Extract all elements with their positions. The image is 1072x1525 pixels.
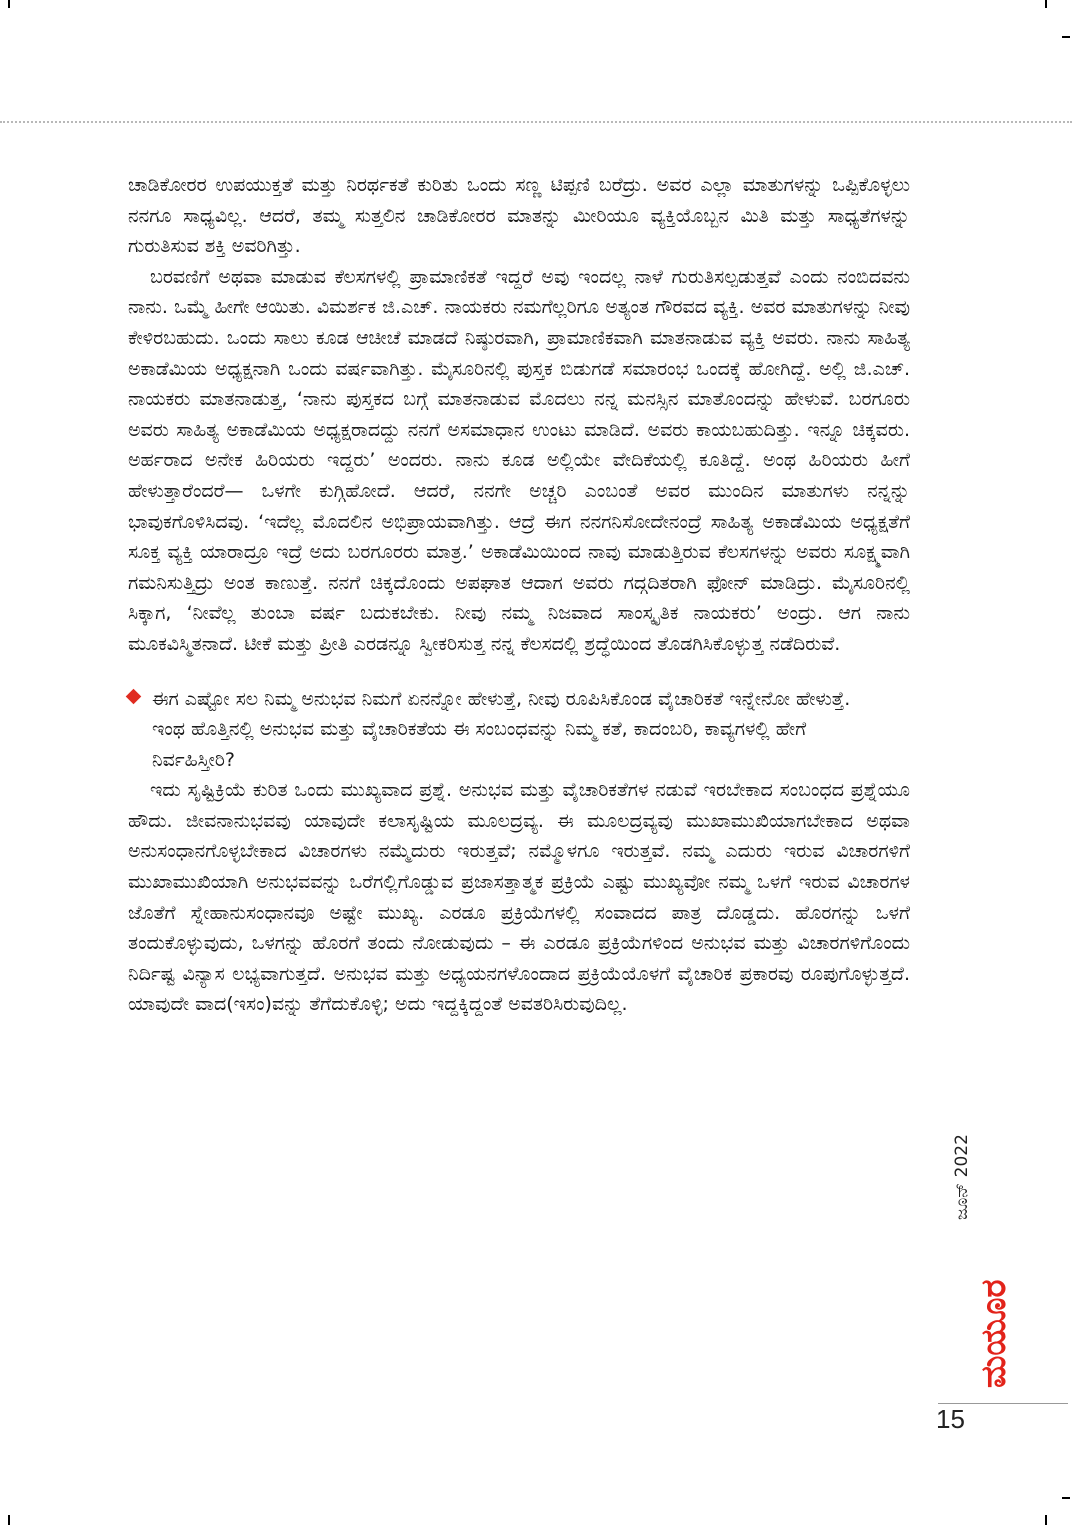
crop-mark-right-lower	[1062, 1497, 1070, 1499]
paragraph-3: ಇದು ಸೃಷ್ಟಿಕ್ರಿಯೆ ಕುರಿತ ಒಂದು ಮುಖ್ಯವಾದ ಪ್ರಶ್ನೆ. ಅನುಭವ ಮತ್ತು ವೈಚಾರಿಕತೆಗಳ ನಡುವೆ ಇರಬೇಕಾದ ಸಂಬಂಧದ ಪ್ರಶ್ನೆಯೂ ಹೌದು. ಜೀವನಾನುಭವವು ಯಾವುದೇ ಕಲಾಸೃಷ್ಟಿಯ ಮೂಲದ್ರವ್ಯ. ಈ ಮೂಲದ್ರವ್ಯವು ಮುಖಾಮುಖಿಯಾಗಬೇಕಾದ ಅಥವಾ ಅನುಸಂಧಾನಗೊಳ್ಳಬೇಕಾದ ವಿಚಾರಗಳು ನಮ್ಮೆದುರು ಇರುತ್ತವೆ; ನಮ್ಮೊಳಗೂ ಇರುತ್ತವೆ. ನಮ್ಮ ಎದುರು ಇರುವ ವಿಚಾರಗಳಿಗೆ ಮುಖಾಮುಖಿಯಾಗಿ ಅನುಭವವನ್ನು ಒರೆಗಲ್ಲಿಗೊಡ್ಡುವ ಪ್ರಜಾಸತ್ತಾತ್ಮಕ ಪ್ರಕ್ರಿಯೆ ಎಷ್ಟು ಮುಖ್ಯವೋ ನಮ್ಮ ಒಳಗೆ ಇರುವ ವಿಚಾರಗಳ ಜೊತೆಗೆ ಸ್ನೇಹಾನುಸಂಧಾನವೂ ಅಷ್ಟೇ ಮುಖ್ಯ. ಎರಡೂ ಪ್ರಕ್ರಿಯೆಗಳಲ್ಲಿ ಸಂವಾದದ ಪಾತ್ರ ದೊಡ್ಡದು. ಹೊರಗನ್ನು ಒಳಗೆ ತಂದುಕೊಳ್ಳುವುದು, ಒಳಗನ್ನು ಹೊರಗೆ ತಂದು ನೋಡುವುದು – ಈ ಎರಡೂ ಪ್ರಕ್ರಿಯೆಗಳಿಂದ ಅನುಭವ ಮತ್ತು ವಿಚಾರಗಳಿಗೊಂದು ನಿರ್ದಿಷ್ಟ ವಿನ್ಯಾಸ ಲಭ್ಯವಾಗುತ್ತದೆ. ಅನುಭವ ಮತ್ತು ಅಧ್ಯಯನಗಳೊಂದಾದ ಪ್ರಕ್ರಿಯೆಯೊಳಗೆ ವೈಚಾರಿಕ ಪ್ರಕಾರವು ರೂಪುಗೊಳ್ಳುತ್ತದೆ. ಯಾವುದೇ ವಾದ(ಇಸಂ)ವನ್ನು ತೆಗೆದುಕೊಳ್ಳಿ; ಅದು ಇದ್ದಕ್ಕಿದ್ದಂತೆ ಅವತರಿಸಿರುವುದಿಲ್ಲ.	[128, 779, 910, 1016]
crop-mark-top-right	[1045, 0, 1047, 8]
crop-mark-bottom-left	[8, 1515, 10, 1525]
crop-mark-top-left	[8, 0, 10, 8]
article-body	[128, 170, 910, 1020]
crop-mark-bottom-right	[1045, 1515, 1047, 1525]
paragraph-1: ಚಾಡಿಕೋರರ ಉಪಯುಕ್ತತೆ ಮತ್ತು ನಿರರ್ಥಕತೆ ಕುರಿತು ಒಂದು ಸಣ್ಣ ಟಿಪ್ಪಣಿ ಬರೆದ್ರು. ಅವರ ಎಲ್ಲಾ ಮಾತುಗಳನ್ನು ಒಪ್ಪಿಕೊಳ್ಳಲು ನನಗೂ ಸಾಧ್ಯವಿಲ್ಲ. ಆದರೆ, ತಮ್ಮ ಸುತ್ತಲಿನ ಚಾಡಿಕೋರರ ಮಾತನ್ನು ಮೀರಿಯೂ ವ್ಯಕ್ತಿಯೊಬ್ಬನ ಮಿತಿ ಮತ್ತು ಸಾಧ್ಯತೆಗಳನ್ನು ಗುರುತಿಸುವ ಶಕ್ತಿ ಅವರಿಗಿತ್ತು.	[128, 174, 910, 258]
interview-question	[128, 684, 864, 776]
crop-mark-right-upper	[1062, 36, 1070, 38]
page-number: 15	[936, 1404, 965, 1434]
header-dotted-rule	[0, 121, 1072, 123]
question-text: ಈಗ ಎಷ್ಟೋ ಸಲ ನಿಮ್ಮ ಅನುಭವ ನಿಮಗೆ ಏನನ್ನೋ ಹೇಳುತ್ತೆ, ನೀವು ರೂಪಿಸಿಕೊಂಡ ವೈಚಾರಿಕತೆ ಇನ್ನೇನೋ ಹೇಳುತ್ತೆ. ಇಂಥ ಹೊತ್ತಿನಲ್ಲಿ ಅನುಭವ ಮತ್ತು ವೈಚಾರಿಕತೆಯ ಈ ಸಂಬಂಧವನ್ನು ನಿಮ್ಮ ಕತೆ, ಕಾದಂಬರಿ, ಕಾವ್ಯಗಳಲ್ಲಿ ಹೇಗೆ ನಿರ್ವಹಿಸ್ತೀರಿ?	[152, 687, 851, 771]
diamond-bullet-icon	[126, 688, 142, 704]
issue-date: ಜೂನ್ 2022	[952, 1134, 972, 1220]
paragraph-2: ಬರವಣಿಗೆ ಅಥವಾ ಮಾಡುವ ಕೆಲಸಗಳಲ್ಲಿ ಪ್ರಾಮಾಣಿಕತೆ ಇದ್ದರೆ ಅವು ಇಂದಲ್ಲ ನಾಳೆ ಗುರುತಿಸಲ್ಪಡುತ್ತವೆ ಎಂದು ನಂಬಿದವನು ನಾನು. ಒಮ್ಮೆ ಹೀಗೇ ಆಯಿತು. ವಿಮರ್ಶಕ ಜಿ.ಎಚ್. ನಾಯಕರು ನಮಗೆಲ್ಲರಿಗೂ ಅತ್ಯಂತ ಗೌರವದ ವ್ಯಕ್ತಿ. ಅವರ ಮಾತುಗಳನ್ನು ನೀವು ಕೇಳಿರಬಹುದು. ಒಂದು ಸಾಲು ಕೂಡ ಆಚೀಚೆ ಮಾಡದೆ ನಿಷ್ಠುರವಾಗಿ, ಪ್ರಾಮಾಣಿಕವಾಗಿ ಮಾತನಾಡುವ ವ್ಯಕ್ತಿ ಅವರು. ನಾನು ಸಾಹಿತ್ಯ ಅಕಾಡೆಮಿಯ ಅಧ್ಯಕ್ಷನಾಗಿ ಒಂದು ವರ್ಷವಾಗಿತ್ತು. ಮೈಸೂರಿನಲ್ಲಿ ಪುಸ್ತಕ ಬಿಡುಗಡೆ ಸಮಾರಂಭ ಒಂದಕ್ಕೆ ಹೋಗಿದ್ದೆ. ಅಲ್ಲಿ ಜಿ.ಎಚ್. ನಾಯಕರು ಮಾತನಾಡುತ್ತ, ‘ನಾನು ಪುಸ್ತಕದ ಬಗ್ಗೆ ಮಾತನಾಡುವ ಮೊದಲು ನನ್ನ ಮನಸ್ಸಿನ ಮಾತೊಂದನ್ನು ಹೇಳುವೆ. ಬರಗೂರು ಅವರು ಸಾಹಿತ್ಯ ಅಕಾಡೆಮಿಯ ಅಧ್ಯಕ್ಷರಾದದ್ದು ನನಗೆ ಅಸಮಾಧಾನ ಉಂಟು ಮಾಡಿದೆ. ಅವರು ಕಾಯಬಹುದಿತ್ತು. ಇನ್ನೂ ಚಿಕ್ಕವರು. ಅರ್ಹರಾದ ಅನೇಕ ಹಿರಿಯರು ಇದ್ದರು’ ಅಂದರು. ನಾನು ಕೂಡ ಅಲ್ಲಿಯೇ ವೇದಿಕೆಯಲ್ಲಿ ಕೂತಿದ್ದೆ. ಅಂಥ ಹಿರಿಯರು ಹೀಗೆ ಹೇಳುತ್ತಾರೆಂದರೆ— ಒಳಗೇ ಕುಗ್ಗಿಹೋದೆ. ಆದರೆ, ನನಗೇ ಅಚ್ಚರಿ ಎಂಬಂತೆ ಅವರ ಮುಂದಿನ ಮಾತುಗಳು ನನ್ನನ್ನು ಭಾವುಕಗೊಳಿಸಿದವು. ‘ಇದೆಲ್ಲ ಮೊದಲಿನ ಅಭಿಪ್ರಾಯವಾಗಿತ್ತು. ಆದ್ರೆ ಈಗ ನನಗನಿಸೋದೇನಂದ್ರೆ ಸಾಹಿತ್ಯ ಅಕಾಡೆಮಿಯ ಅಧ್ಯಕ್ಷತೆಗೆ ಸೂಕ್ತ ವ್ಯಕ್ತಿ ಯಾರಾದ್ರೂ ಇದ್ರೆ ಅದು ಬರಗೂರರು ಮಾತ್ರ.’ ಅಕಾಡೆಮಿಯಿಂದ ನಾವು ಮಾಡುತ್ತಿರುವ ಕೆಲಸಗಳನ್ನು ಅವರು ಸೂಕ್ಷ್ಮವಾಗಿ ಗಮನಿಸುತ್ತಿದ್ರು ಅಂತ ಕಾಣುತ್ತೆ. ನನಗೆ ಚಿಕ್ಕದೊಂದು ಅಪಘಾತ ಆದಾಗ ಅವರು ಗದ್ಗದಿತರಾಗಿ ಫೋನ್ ಮಾಡಿದ್ರು. ಮೈಸೂರಿನಲ್ಲಿ ಸಿಕ್ಕಾಗ, ‘ನೀವೆಲ್ಲ ತುಂಬಾ ವರ್ಷ ಬದುಕಬೇಕು. ನೀವು ನಮ್ಮ ನಿಜವಾದ ಸಾಂಸ್ಕೃತಿಕ ನಾಯಕರು’ ಅಂದ್ರು. ಆಗ ನಾನು ಮೂಕವಿಸ್ಮಿತನಾದೆ. ಟೀಕೆ ಮತ್ತು ಪ್ರೀತಿ ಎರಡನ್ನೂ ಸ್ವೀಕರಿಸುತ್ತ ನನ್ನ ಕೆಲಸದಲ್ಲಿ ಶ್ರದ್ಧೆಯಿಂದ ತೊಡಗಿಸಿಕೊಳ್ಳುತ್ತ ನಡೆದಿರುವೆ.	[128, 265, 910, 655]
magazine-logo: ಮಯೂರ	[974, 1279, 1014, 1388]
